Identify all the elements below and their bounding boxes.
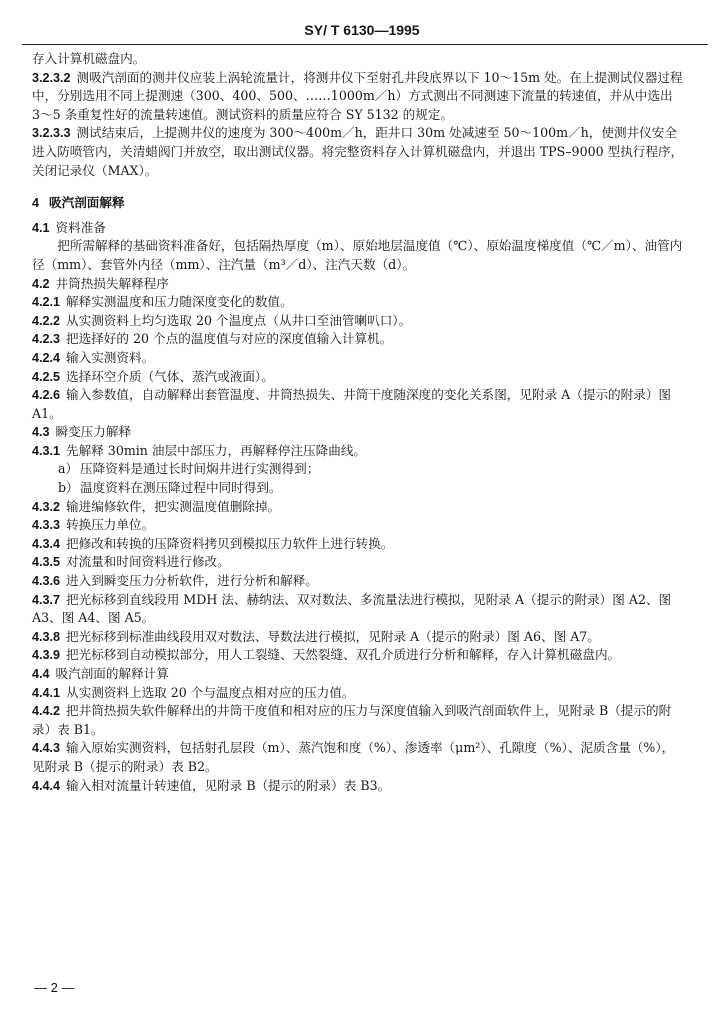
section-4-heading bbox=[32, 194, 684, 213]
clause-title: 井筒热损失解释程序 bbox=[55, 275, 169, 291]
header-rule bbox=[22, 44, 708, 45]
clause-4-3-6 bbox=[32, 572, 684, 591]
clause-4-3-5 bbox=[32, 553, 684, 572]
clause-text: 解释实测温度和压力随深度变化的数值。 bbox=[66, 294, 293, 310]
clause-text: 输入参数值，自动解释出套管温度、井筒热损失、井筒干度随深度的变化关系图，见附录 A（提示的附录）图 A1。 bbox=[32, 387, 672, 421]
clause-title: 吸汽剖面的解释计算 bbox=[55, 666, 169, 681]
clause-4-2-2 bbox=[32, 312, 684, 331]
clause-text: 把选择好的 20 个点的温度值与对应的深度值输入计算机。 bbox=[66, 331, 393, 347]
clause-text: 输进编修软件，把实测温度值删除掉。 bbox=[66, 498, 281, 514]
clause-text: 把光标移到自动模拟部分，用人工裂缝、天然裂缝、双孔介质进行分析和解释，存入计算机磁盘内。 bbox=[66, 647, 621, 663]
clause-text: 输入原始实测资料，包括射孔层段（m）、蒸汽饱和度（%）、渗透率（μm²）、孔隙度（%）、泥质含量（%），见附录 B（提示的附录）表 B2。 bbox=[32, 740, 675, 774]
clause-number: 4.3 bbox=[32, 425, 50, 440]
clause-4-2-3 bbox=[32, 330, 684, 349]
clause-4-2-1 bbox=[32, 293, 684, 312]
clause-title: 瞬变压力解释 bbox=[55, 424, 132, 440]
clause-text: 进入到瞬变压力分析软件，进行分析和解释。 bbox=[66, 573, 318, 589]
clause-number: 4.2.3 bbox=[32, 332, 61, 347]
section-title: 吸汽剖面解释 bbox=[49, 195, 125, 211]
clause-text: 输入相对流量计转速值，见附录 B（提示的附录）表 B3。 bbox=[66, 777, 391, 793]
clause-4-4-2 bbox=[32, 702, 684, 739]
clause-text: 把井筒热损失软件解释出的井筒干度值和相对应的压力与深度值输入到吸汽剖面软件上，见附录 B（提示的附录）表 B1。 bbox=[32, 703, 672, 737]
clause-4-2-5 bbox=[32, 368, 684, 387]
clause-4-3-2 bbox=[32, 498, 684, 517]
clause-number: 4.1 bbox=[32, 220, 50, 235]
clause-text: 输入实测资料。 bbox=[66, 349, 155, 365]
clause-number: 4.3.9 bbox=[32, 648, 61, 663]
clause-4-2 bbox=[32, 275, 684, 294]
clause-number: 4.3.1 bbox=[32, 443, 61, 458]
clause-number: 4.3.7 bbox=[32, 592, 61, 607]
clause-number: 4.2.5 bbox=[32, 369, 61, 384]
clause-4-3 bbox=[32, 423, 684, 442]
clause-number: 4.2 bbox=[32, 276, 50, 291]
clause-title: 资料准备 bbox=[55, 219, 106, 235]
clause-3-2-3-3 bbox=[32, 124, 684, 180]
paragraph-continuation: 存入计算机磁盘内。 bbox=[32, 51, 146, 66]
clause-number: 4.4.4 bbox=[32, 778, 61, 793]
clause-number: 4.2.1 bbox=[32, 295, 61, 310]
clause-text: 先解释 30min 油层中部压力，再解释停注压降曲线。 bbox=[66, 442, 367, 458]
clause-text: 测试结束后，上提测井仪的速度为 300～400m／h，距井口 30m 处减速至 50～100m／h，使测井仪安全进入防喷管内，关清蜡阀门并放空，取出测试仪器。将完整资料存入计算机磁盘内，并退出 TPS–9000 型执行程序，关闭记录仪（MAX）。 bbox=[32, 125, 684, 178]
clause-number: 4.2.2 bbox=[32, 313, 61, 328]
clause-4-4-1 bbox=[32, 684, 684, 703]
clause-4-4-3 bbox=[32, 739, 684, 776]
clause-3-2-3-2 bbox=[32, 69, 684, 125]
clause-text: 把修改和转换的压降资料拷贝到模拟压力软件上进行转换。 bbox=[66, 535, 394, 551]
clause-4-1 bbox=[32, 219, 684, 238]
clause-text: 转换压力单位。 bbox=[66, 517, 155, 533]
document-body bbox=[32, 50, 684, 795]
clause-text: 把光标移到标准曲线段用双对数法、导数法进行模拟，见附录 A（提示的附录）图 A6、图 A7。 bbox=[66, 628, 600, 644]
clause-4-2-4 bbox=[32, 349, 684, 368]
clause-number: 4.2.4 bbox=[32, 350, 61, 365]
clause-number: 4.2.6 bbox=[32, 388, 61, 403]
clause-number: 4.3.6 bbox=[32, 574, 61, 589]
list-marker: a） bbox=[58, 461, 79, 477]
clause-4-3-1 bbox=[32, 442, 684, 461]
clause-text: 从实测资料上选取 20 个与温度点相对应的压力值。 bbox=[66, 684, 355, 700]
list-item-b bbox=[32, 479, 684, 498]
clause-text: 对流量和时间资料进行修改。 bbox=[66, 554, 230, 570]
clause-text: 把光标移到直线段用 MDH 法、赫纳法、双对数法、多流量法进行模拟，见附录 A（提示的附录）图 A2、图 A3、图 A4、图 A5。 bbox=[32, 591, 672, 626]
page-number: — 2 — bbox=[34, 980, 75, 995]
clause-number: 4.3.2 bbox=[32, 499, 61, 514]
clause-4-3-3 bbox=[32, 516, 684, 535]
clause-4-3-8 bbox=[32, 628, 684, 647]
clause-4-4-4 bbox=[32, 777, 684, 796]
clause-4-4 bbox=[32, 665, 684, 684]
clause-4-3-9 bbox=[32, 646, 684, 665]
section-number: 4 bbox=[32, 196, 40, 211]
list-marker: b） bbox=[58, 480, 79, 496]
clause-number: 4.3.4 bbox=[32, 536, 61, 551]
clause-text: 从实测资料上均匀选取 20 个温度点（从井口至油管喇叭口）。 bbox=[66, 312, 412, 328]
clause-number: 4.3.3 bbox=[32, 518, 61, 533]
clause-4-3-4 bbox=[32, 535, 684, 554]
clause-number: 4.4.2 bbox=[32, 704, 61, 719]
clause-number: 4.3.5 bbox=[32, 555, 61, 570]
clause-number: 4.3.8 bbox=[32, 629, 61, 644]
standard-header: SY/ T 6130—1995 bbox=[304, 22, 420, 38]
list-item-a bbox=[32, 460, 684, 479]
clause-4-2-6 bbox=[32, 386, 684, 423]
clause-number: 3.2.3.3 bbox=[32, 126, 71, 141]
clause-number: 4.4.1 bbox=[32, 685, 61, 700]
clause-4-1-body: 把所需解释的基础资料准备好，包括隔热厚度（m）、原始地层温度值（℃）、原始温度梯度值（℃／m）、油管内径（mm）、套管外内径（mm）、注汽量（m³／d）、注汽天数（d）。 bbox=[32, 238, 683, 272]
clause-4-3-7 bbox=[32, 591, 684, 628]
list-text: 压降资料是通过长时间焖井进行实测得到； bbox=[80, 461, 320, 477]
clause-text: 选择环空介质（气体、蒸汽或液面）。 bbox=[66, 368, 274, 384]
clause-text: 测吸汽剖面的测井仪应装上涡轮流量计，将测井仪下至射孔井段底界以下 10～15m 处。在上提测试仪器过程中，分别选用不同上提测速（300、400、500、……1000m／h）方式测出不同测速下流量的转速值，并从中选出 3～5 条重复性好的流量转速值。测试资料的质量应符合 SY 5132 的规定。 bbox=[32, 69, 683, 122]
clause-number: 3.2.3.2 bbox=[32, 70, 71, 85]
clause-number: 4.4 bbox=[32, 667, 50, 681]
clause-number: 4.4.3 bbox=[32, 741, 61, 756]
list-text: 温度资料在测压降过程中同时得到。 bbox=[80, 480, 282, 496]
